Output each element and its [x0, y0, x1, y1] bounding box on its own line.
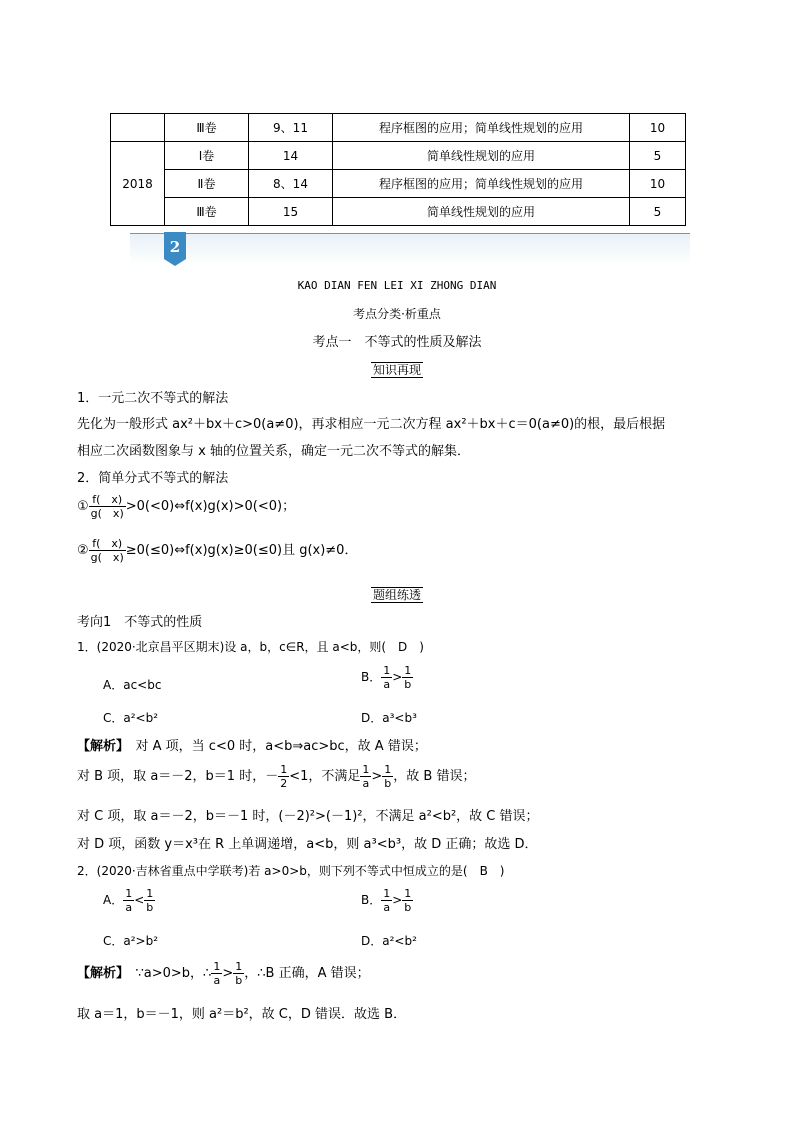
- operator: <: [134, 893, 145, 907]
- solution-1-line3: 对 C 项，取 a＝－2，b＝－1 时，(－2)²>(－1)²，不满足 a²<b²，故 C 错误；: [77, 809, 539, 824]
- numerator: 1: [384, 763, 392, 776]
- topic-cell: 简单线性规划的应用: [333, 142, 630, 170]
- question-cell: 14: [249, 142, 333, 170]
- denominator: b: [146, 901, 154, 914]
- operator: >: [371, 769, 383, 784]
- knowledge-label: 知识再现: [372, 363, 421, 377]
- table-row: [111, 170, 686, 198]
- topic-cell: 程序框图的应用；简单线性规划的应用: [333, 114, 630, 142]
- q1-option-d: D．a³<b³: [361, 711, 417, 725]
- denominator: b: [384, 777, 392, 790]
- question-cell: 15: [249, 198, 333, 226]
- year-cell-empty: [111, 114, 165, 142]
- q2-option-c: C．a²>b²: [103, 934, 159, 948]
- exam-distribution-table: [110, 113, 686, 226]
- denominator: b: [235, 974, 243, 987]
- q1-option-c: C．a²<b²: [103, 711, 159, 725]
- numerator: 1: [404, 664, 412, 677]
- solution-1-line1: [77, 735, 427, 754]
- table-row: [111, 114, 686, 142]
- denominator: b: [404, 901, 412, 914]
- formula-rest: ≥0(≤0)⇔f(x)g(x)≥0(≤0)且 g(x)≠0．: [125, 543, 358, 558]
- denominator: a: [125, 901, 133, 914]
- analysis-label: 【解析】: [77, 966, 123, 981]
- solution-text: 对 B 项，取 a＝－2，b＝1 时，－: [77, 769, 279, 784]
- q2-option-b: [361, 888, 413, 913]
- numerator: 1: [213, 960, 221, 973]
- section-banner-line: [130, 233, 690, 234]
- numerator: 1: [146, 887, 154, 900]
- solution-text: ∵a>0>b，∴: [122, 966, 212, 981]
- section-title: 考点分类·析重点: [353, 307, 441, 321]
- section-number-badge: [164, 232, 186, 266]
- circled-number: ②: [77, 543, 89, 558]
- denominator: a: [383, 901, 391, 914]
- question-cell: 9、11: [249, 114, 333, 142]
- formula-1: [77, 494, 295, 519]
- q1-option-a: A．ac<bc: [103, 678, 162, 692]
- year-cell: 2018: [111, 142, 165, 226]
- kaoxiang-heading: 考向1 不等式的性质: [77, 615, 203, 630]
- q1-stem: 1．(2020·北京昌平区期末)设 a，b，c∈R，且 a<b，则( D ): [77, 640, 424, 654]
- solution-2-line2: 取 a＝1，b＝－1，则 a²＝b²，故 C，D 错误．故选 B．: [77, 1007, 407, 1022]
- operator: >: [222, 966, 234, 981]
- numerator: 1: [383, 887, 391, 900]
- operator: >: [392, 893, 403, 907]
- solution-2-line1: [77, 961, 370, 986]
- p1-heading: 1．一元二次不等式的解法: [77, 391, 229, 406]
- denominator: 2: [280, 777, 288, 790]
- score-cell: 5: [630, 142, 686, 170]
- table-row: [111, 198, 686, 226]
- solution-text: <1，不满足: [289, 769, 361, 784]
- p1-line2: 相应二次函数图象与 x 轴的位置关系，确定一元二次不等式的解集．: [77, 444, 470, 459]
- formula-2: [77, 538, 357, 563]
- solution-text: 对 A 项，当 c<0 时，a<b⇒ac>bc，故 A 错误；: [122, 739, 427, 754]
- numerator: f( x): [89, 494, 126, 507]
- fraction: [89, 494, 126, 519]
- section-banner-background: [130, 234, 690, 266]
- numerator: 1: [404, 887, 412, 900]
- volume-cell: Ⅱ卷: [165, 170, 249, 198]
- numerator: 1: [125, 887, 133, 900]
- circled-number: ①: [77, 499, 89, 514]
- score-cell: 5: [630, 198, 686, 226]
- denominator: a: [213, 974, 221, 987]
- numerator: 1: [235, 960, 243, 973]
- score-cell: 10: [630, 114, 686, 142]
- solution-text: ，故 B 错误；: [393, 769, 476, 784]
- analysis-label: 【解析】: [77, 739, 123, 754]
- p1-line1: 先化为一般形式 ax²＋bx＋c>0(a≠0)，再求相应一元二次方程 ax²＋bx＋c＝0(a≠0)的根，最后根据: [77, 417, 666, 432]
- volume-cell: Ⅲ卷: [165, 198, 249, 226]
- kaodian-title: 考点一 不等式的性质及解法: [312, 335, 482, 350]
- q2-option-d: D．a²<b²: [361, 934, 417, 948]
- solution-1-line2: [77, 764, 475, 789]
- numerator: f( x): [89, 538, 126, 551]
- p2-heading: 2．简单分式不等式的解法: [77, 471, 229, 486]
- pinyin-title: KAO DIAN FEN LEI XI ZHONG DIAN: [297, 279, 497, 292]
- score-cell: 10: [630, 170, 686, 198]
- numerator: 1: [362, 763, 370, 776]
- denominator: g( x): [90, 507, 124, 520]
- fraction: [89, 538, 126, 563]
- option-letter: A．: [103, 893, 124, 907]
- volume-cell: Ⅲ卷: [165, 114, 249, 142]
- topic-cell: 简单线性规划的应用: [333, 198, 630, 226]
- q1-option-b: [361, 665, 413, 690]
- option-letter: B．: [361, 670, 382, 684]
- operator: >: [392, 670, 403, 684]
- q2-stem: 2．(2020·吉林省重点中学联考)若 a>0>b，则下列不等式中恒成立的是( B ): [77, 864, 505, 878]
- denominator: a: [383, 678, 391, 691]
- table-row: [111, 142, 686, 170]
- option-letter: B．: [361, 893, 382, 907]
- denominator: a: [362, 777, 370, 790]
- section-number: 2: [169, 238, 181, 256]
- q2-option-a: [103, 888, 155, 913]
- numerator: 1: [280, 763, 288, 776]
- denominator: g( x): [90, 551, 124, 564]
- denominator: b: [404, 678, 412, 691]
- volume-cell: Ⅰ卷: [165, 142, 249, 170]
- solution-text: ，∴B 正确，A 错误；: [244, 966, 370, 981]
- question-cell: 8、14: [249, 170, 333, 198]
- topic-cell: 程序框图的应用；简单线性规划的应用: [333, 170, 630, 198]
- numerator: 1: [383, 664, 391, 677]
- formula-rest: >0(<0)⇔f(x)g(x)>0(<0)；: [125, 499, 296, 514]
- solution-1-line4: 对 D 项，函数 y＝x³在 R 上单调递增，a<b，则 a³<b³，故 D 正确；故选 D．: [77, 837, 538, 852]
- practice-label: 题组练透: [372, 588, 421, 602]
